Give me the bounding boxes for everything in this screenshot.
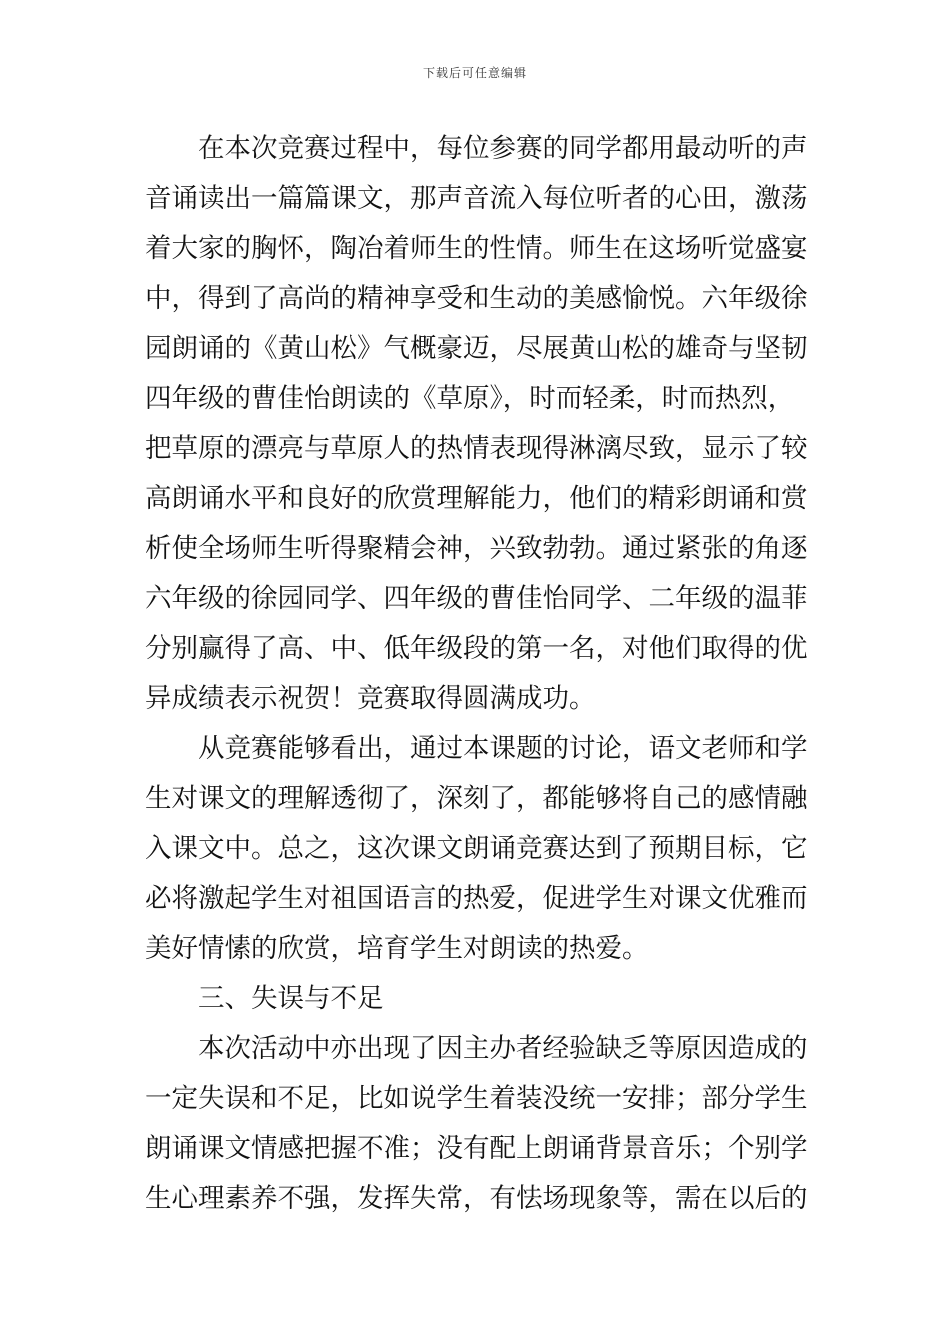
paragraph-2-line-5: 美好情愫的欣赏，培育学生对朗读的热爱。 [145, 933, 649, 964]
paragraph-1-line-2: 音诵读出一篇篇课文，那声音流入每位听者的心田，激荡 [145, 183, 807, 214]
page-header: 下载后可任意编辑 [422, 66, 527, 80]
paragraph-3-line-1: 本次活动中亦出现了因主办者经验缺乏等原因造成的 [198, 1033, 807, 1064]
paragraph-1-line-6: 四年级的曹佳怡朗读的《草原》，时而轻柔，时而热烈， [145, 383, 795, 414]
paragraph-1-line-12: 异成绩表示祝贺！竞赛取得圆满成功。 [145, 683, 596, 714]
paragraph-1-line-5: 园朗诵的《黄山松》气概豪迈，尽展黄山松的雄奇与坚韧 [145, 333, 807, 364]
paragraph-1-line-11: 分别赢得了高、中、低年级段的第一名，对他们取得的优 [145, 633, 807, 664]
section-heading: 三、失误与不足 [198, 983, 384, 1014]
paragraph-3-line-3: 朗诵课文情感把握不准；没有配上朗诵背景音乐；个别学 [145, 1133, 807, 1164]
body-text [145, 124, 807, 1224]
paragraph-1-line-3: 着大家的胸怀，陶冶着师生的性情。师生在这场听觉盛宴 [145, 233, 807, 264]
paragraph-1-line-1: 在本次竞赛过程中，每位参赛的同学都用最动听的声 [198, 133, 807, 164]
paragraph-1-line-7: 把草原的漂亮与草原人的热情表现得淋漓尽致，显示了较 [145, 433, 807, 464]
paragraph-1-line-9: 析使全场师生听得聚精会神，兴致勃勃。通过紧张的角逐 [145, 533, 807, 564]
paragraph-1-line-4: 中，得到了高尚的精神享受和生动的美感愉悦。六年级徐 [145, 283, 807, 314]
paragraph-2-line-2: 生对课文的理解透彻了，深刻了，都能够将自己的感情融 [145, 783, 807, 814]
paragraph-2-line-1: 从竞赛能够看出，通过本课题的讨论，语文老师和学 [198, 733, 807, 764]
paragraph-2-line-3: 入课文中。总之，这次课文朗诵竞赛达到了预期目标，它 [145, 833, 807, 864]
paragraph-2-line-4: 必将激起学生对祖国语言的热爱，促进学生对课文优雅而 [145, 883, 807, 914]
paragraph-1-line-8: 高朗诵水平和良好的欣赏理解能力，他们的精彩朗诵和赏 [145, 483, 807, 514]
paragraph-3-line-4: 生心理素养不强，发挥失常，有怯场现象等，需在以后的 [145, 1183, 807, 1214]
paragraph-1-line-10: 六年级的徐园同学、四年级的曹佳怡同学、二年级的温菲 [145, 583, 807, 614]
paragraph-3-line-2: 一定失误和不足，比如说学生着装没统一安排；部分学生 [145, 1083, 807, 1114]
